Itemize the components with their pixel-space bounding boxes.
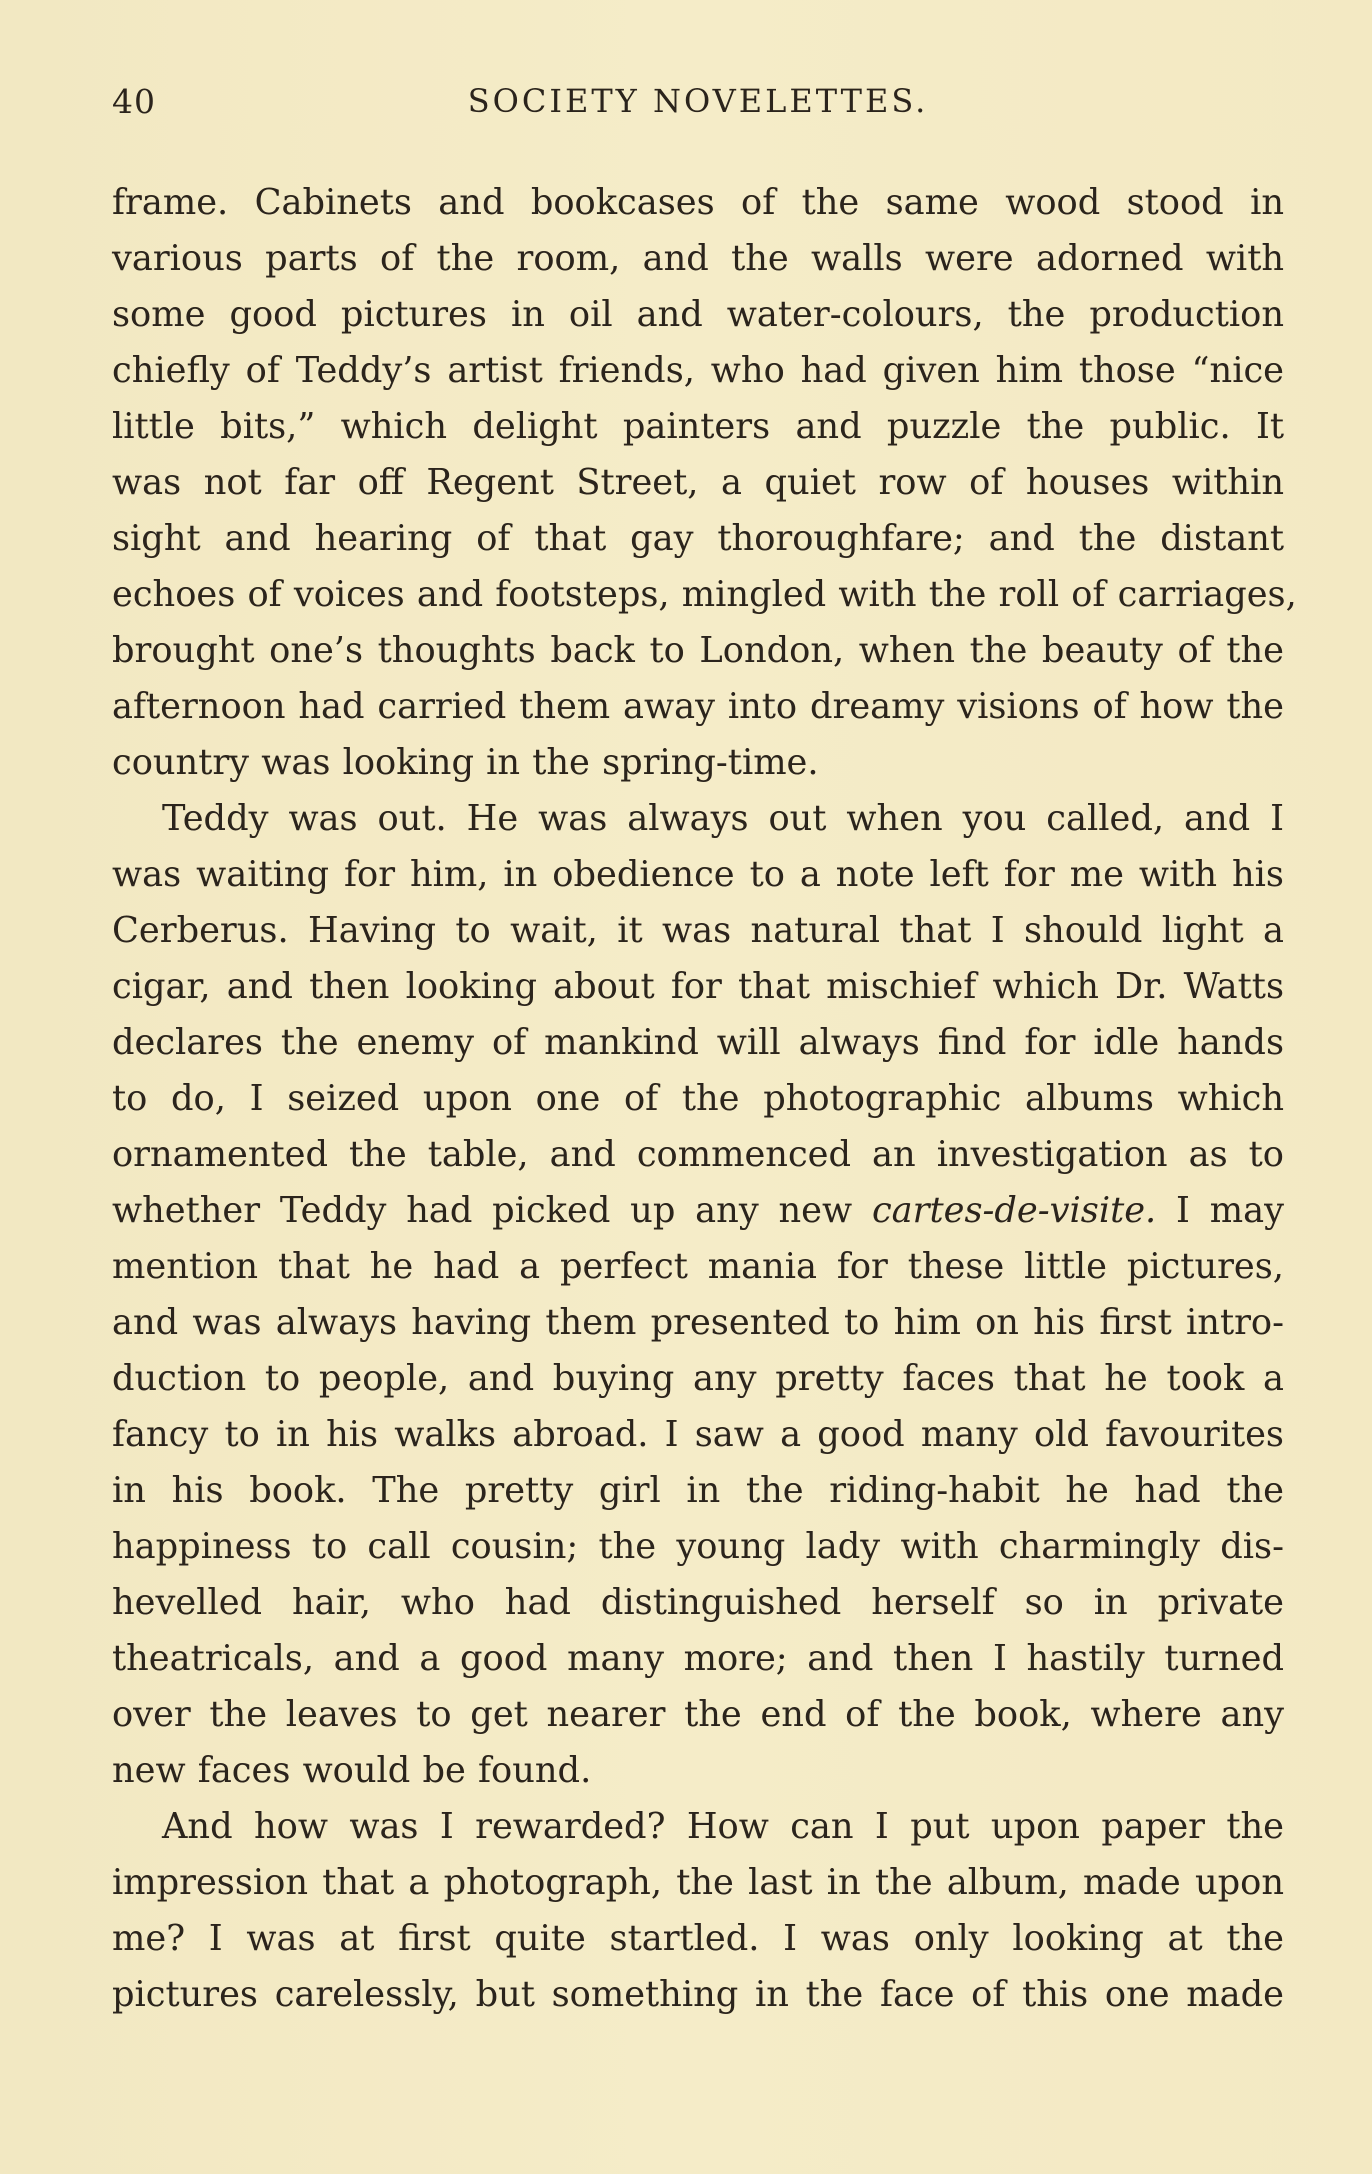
text-line: chiefly of Teddy’s artist friends, who had given him those “nice (112, 350, 1284, 391)
text-line: happiness to call cousin; the young lady with charmingly dis- (112, 1526, 1284, 1567)
text-fragment: I may (1176, 1190, 1284, 1231)
text-line: was not far off Regent Street, a quiet row of houses within (112, 462, 1284, 503)
text-line: frame. Cabinets and bookcases of the same wood stood in (112, 182, 1284, 223)
text-line: was waiting for him, in obedience to a note left for me with his (112, 854, 1284, 895)
text-line: sight and hearing of that gay thoroughfare; and the distant (112, 518, 1284, 559)
text-line: to do, I seized upon one of the photographic albums which (112, 1078, 1284, 1119)
text-line: some good pictures in oil and water-colours, the production (112, 294, 1284, 335)
text-line: afternoon had carried them away into dreamy visions of how the (112, 686, 1284, 727)
text-fragment: whether Teddy had picked up any new (112, 1190, 853, 1231)
text-line: over the leaves to get nearer the end of the book, where any (112, 1694, 1284, 1735)
text-line: little bits,” which delight painters and puzzle the public. It (112, 406, 1284, 447)
italic-phrase: cartes-de-visite. (871, 1190, 1157, 1231)
text-line: hevelled hair, who had distinguished herself so in private (112, 1582, 1284, 1623)
page-header (112, 82, 1284, 132)
running-head: SOCIETY NOVELETTES. (467, 82, 929, 120)
text-line: in his book. The pretty girl in the riding-habit he had the (112, 1470, 1284, 1511)
text-line: Cerberus. Having to wait, it was natural that I should light a (112, 910, 1284, 951)
text-line: pictures carelessly, but something in the face of this one made (112, 1974, 1284, 2015)
text-line: ornamented the table, and commenced an investigation as to (112, 1134, 1284, 1175)
text-line: me? I was at first quite startled. I was only looking at the (112, 1918, 1284, 1959)
text-line: mention that he had a perfect mania for these little pictures, (112, 1246, 1284, 1287)
text-line: fancy to in his walks abroad. I saw a good many old favourites (112, 1414, 1284, 1455)
text-line: country was looking in the spring-time. (112, 742, 819, 783)
text-line: And how was I rewarded? How can I put upon paper the (162, 1806, 1284, 1847)
text-line: echoes of voices and footsteps, mingled with the roll of carriages, (112, 574, 1297, 615)
text-line: Teddy was out. He was always out when you called, and I (162, 798, 1284, 839)
text-line: declares the enemy of mankind will always find for idle hands (112, 1022, 1284, 1063)
text-line: and was always having them presented to him on his first intro- (112, 1302, 1284, 1343)
text-line-with-italic (112, 1183, 1284, 1239)
text-line: theatricals, and a good many more; and then I hastily turned (112, 1638, 1284, 1679)
text-line: new faces would be found. (112, 1750, 592, 1791)
text-line: duction to people, and buying any pretty faces that he took a (112, 1358, 1284, 1399)
text-line: brought one’s thoughts back to London, when the beauty of the (112, 630, 1284, 671)
text-line: cigar, and then looking about for that mischief which Dr. Watts (112, 966, 1284, 1007)
text-line: impression that a photograph, the last in the album, made upon (112, 1862, 1284, 1903)
body-text (112, 175, 1297, 2023)
page-number: 40 (112, 82, 156, 121)
text-line: various parts of the room, and the walls were adorned with (112, 238, 1284, 279)
